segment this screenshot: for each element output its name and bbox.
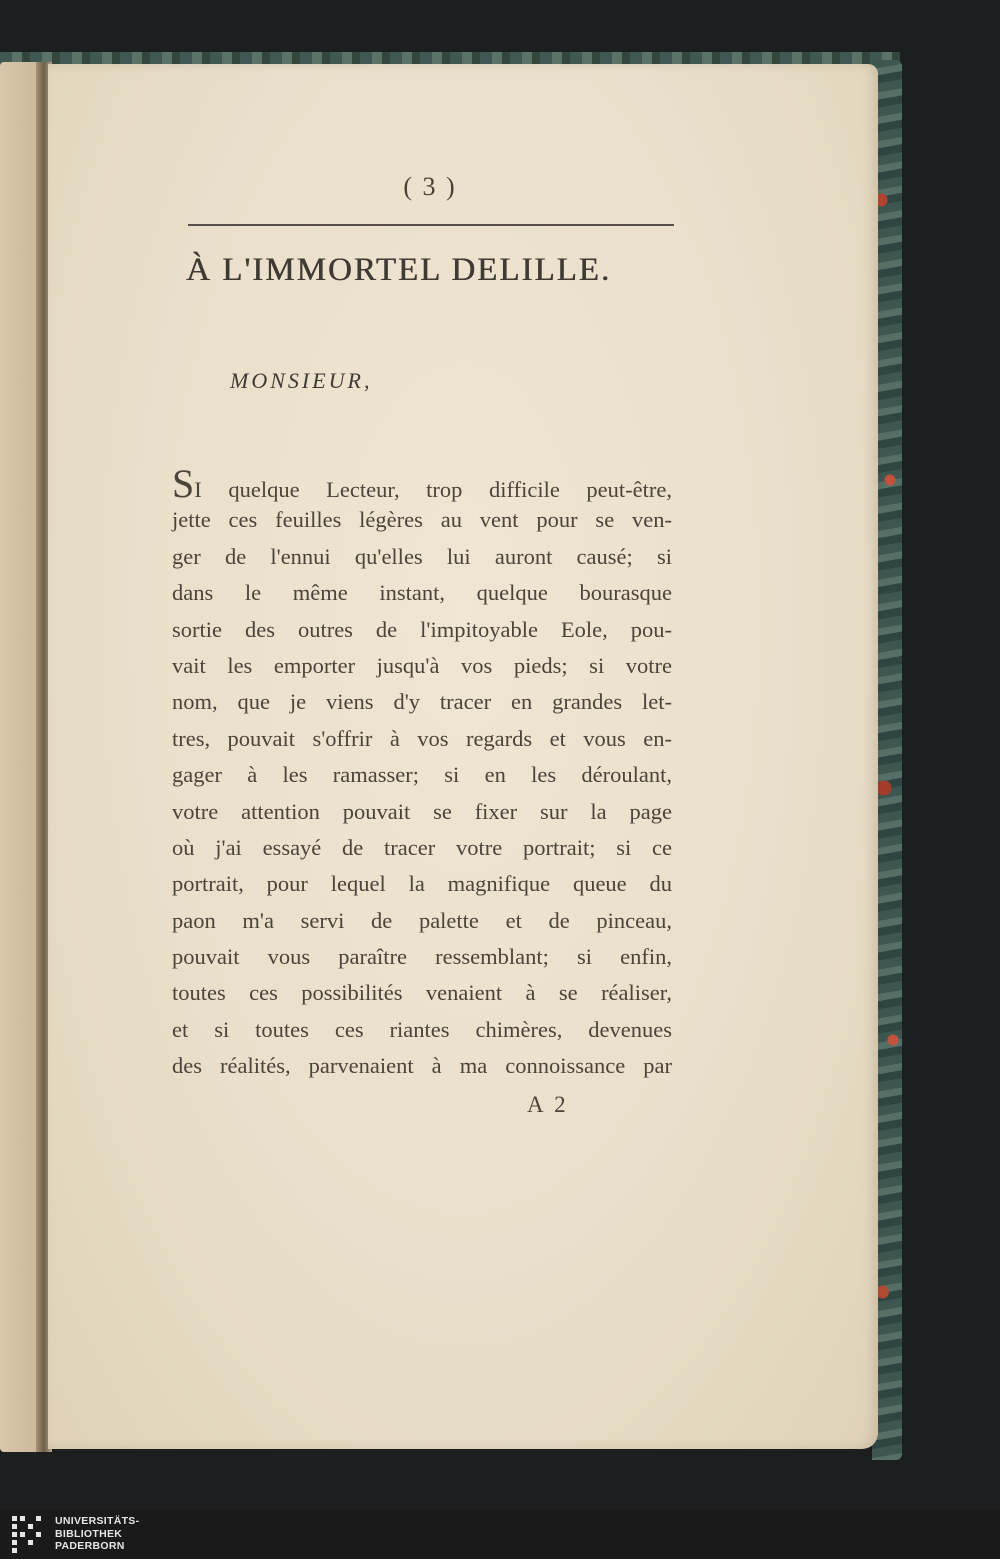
page-number: ( 3 ): [403, 172, 457, 201]
library-footer: [0, 1510, 1000, 1559]
text-line: pouvait vous paraître ressemblant; si enfin,: [172, 944, 672, 970]
text-line: nom, que je viens d'y tracer en grandes let-: [172, 689, 672, 715]
text-line: sortie des outres de l'impitoyable Eole, pou-: [172, 616, 672, 642]
text-line: et si toutes ces riantes chimères, devenues: [172, 1016, 672, 1042]
text-line: jette ces feuilles légères au vent pour se ven-: [172, 507, 672, 533]
library-logo-icon: [10, 1514, 44, 1554]
text-line: vait les emporter jusqu'à vos pieds; si votre: [172, 652, 672, 678]
text-line-1-rest: I quelque Lecteur, trop difficile peut-être,: [194, 477, 672, 502]
header-rule: [188, 224, 674, 226]
text-line: toutes ces possibilités venaient à se réaliser,: [172, 980, 672, 1006]
text-line: votre attention pouvait se fixer sur la page: [172, 798, 672, 824]
library-name: [55, 1515, 139, 1553]
library-name-line-3: PADERBORN: [55, 1540, 125, 1552]
text-line: gager à les ramasser; si en les déroulant,: [172, 762, 672, 788]
text-line-1: [172, 461, 672, 506]
text-line: tres, pouvait s'offrir à vos regards et vous en-: [172, 725, 672, 751]
body-text: [172, 461, 672, 1085]
text-line: ger de l'ennui qu'elles lui auront causé; si: [172, 543, 672, 569]
signature-mark: A 2: [527, 1092, 569, 1117]
library-name-line-2: BIBLIOTHEK: [55, 1527, 123, 1540]
text-line: portrait, pour lequel la magnifique queue du: [172, 871, 672, 897]
salutation: MONSIEUR,: [230, 368, 373, 393]
text-line: où j'ai essayé de tracer votre portrait; si ce: [172, 834, 672, 860]
text-line: paon m'a servi de palette et de pinceau,: [172, 907, 672, 933]
page-heading: À L'IMMORTEL DELILLE.: [186, 252, 612, 288]
library-name-line-1: UNIVERSITÄTS-: [55, 1515, 140, 1527]
text-line: dans le même instant, quelque bourasque: [172, 580, 672, 606]
drop-cap: S: [172, 461, 195, 506]
text-line: des réalités, parvenaient à ma connoissance par: [172, 1053, 672, 1079]
